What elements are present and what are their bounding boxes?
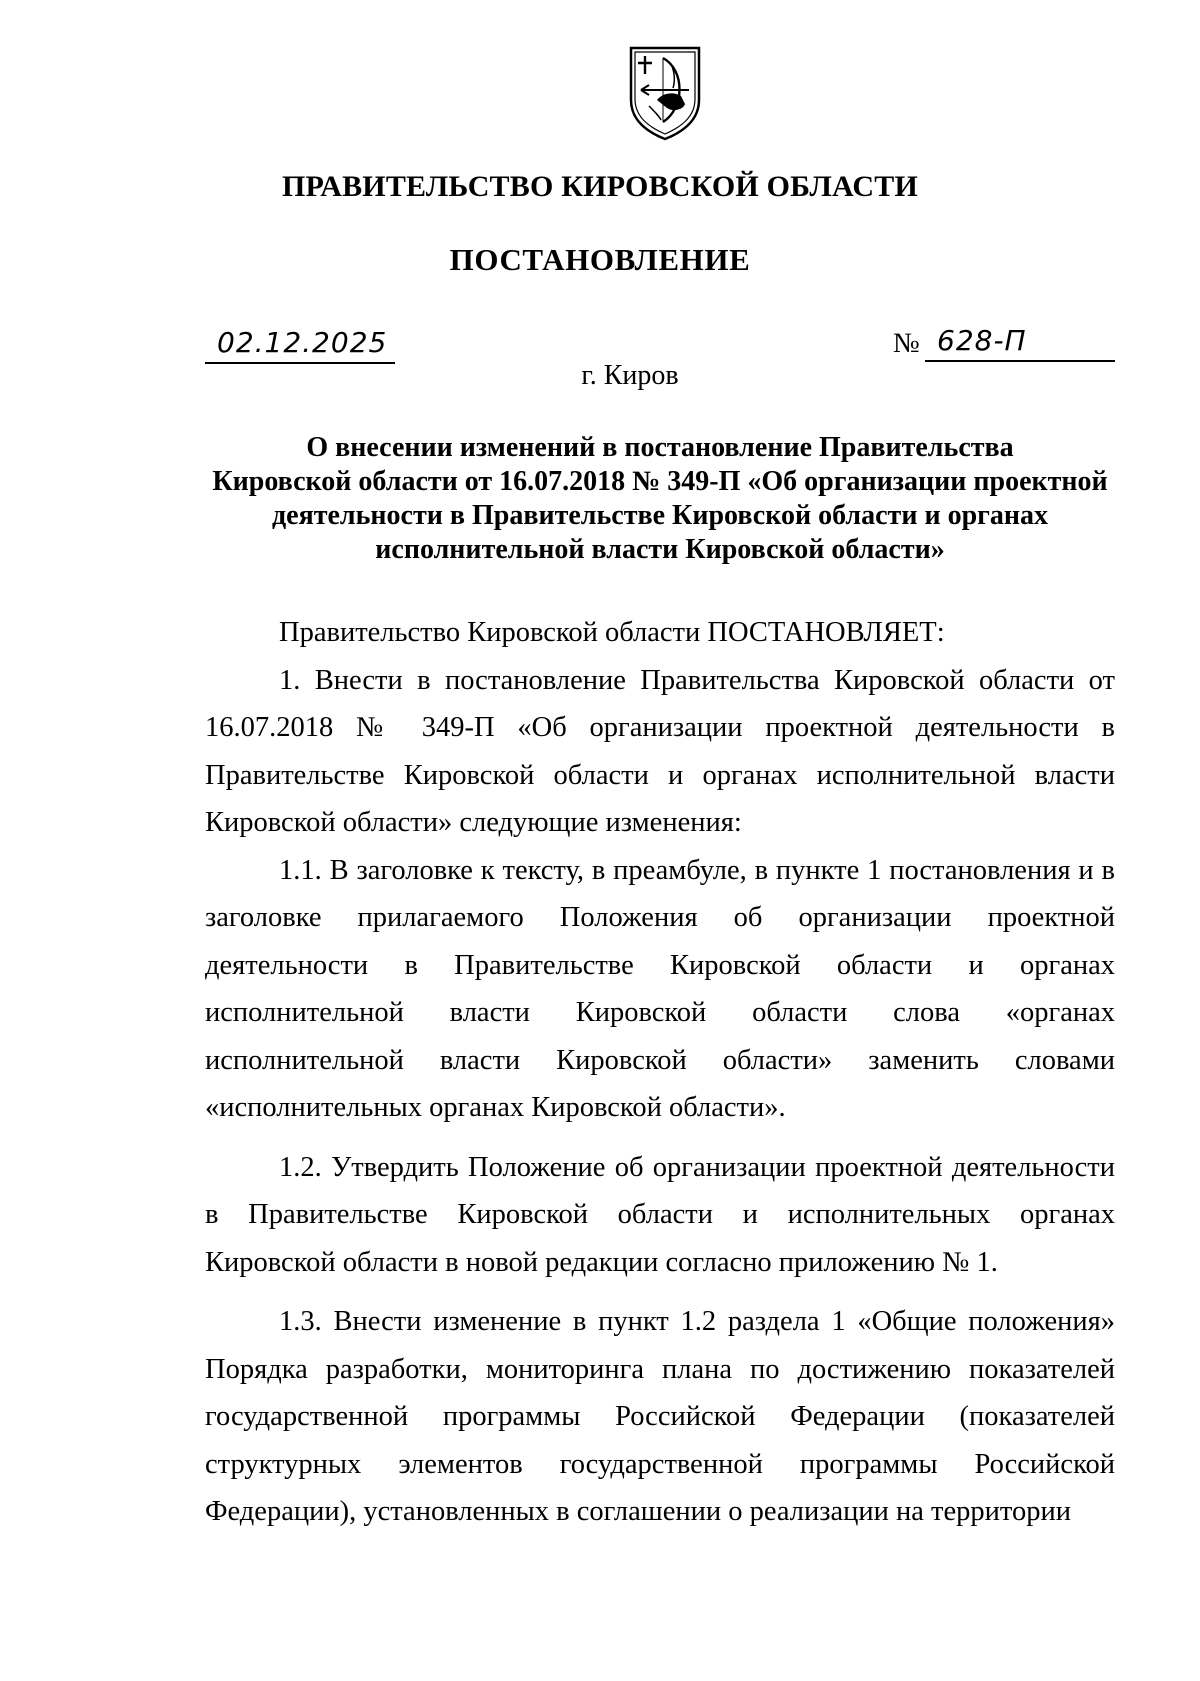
title-line: деятельности в Правительстве Кировской области и органах: [271, 500, 1048, 531]
title-line: исполнительной власти Кировской области»: [375, 534, 945, 565]
paragraph-1-2: 1.2. Утвердить Положение об организации проектной деятельности в Правительстве Кировской области и исполнительных органах Кировской области в новой редакции согласно приложению № 1.: [205, 1151, 1115, 1278]
number-underline: [925, 326, 1115, 362]
date-field: [205, 326, 395, 364]
number-sign: №: [893, 328, 920, 359]
government-name: ПРАВИТЕЛЬСТВО КИРОВСКОЙ ОБЛАСТИ: [282, 170, 918, 203]
document-title: [180, 431, 1140, 567]
title-line: О внесении изменений в постановление Правительства: [306, 432, 1014, 463]
kirov-coat-of-arms-icon: [627, 42, 703, 142]
number-field: [893, 326, 1115, 362]
preamble: Правительство Кировской области ПОСТАНОВЛЯЕТ:: [279, 617, 945, 648]
paragraph-1-1: 1.1. В заголовке к тексту, в преамбуле, в пункте 1 постановления и в заголовке прилагаемого Положения об организации проектной деятельности в Правительстве Кировской области и органах исполнительной власти Кировской области слова «органах исполнительной власти Кировской области» заменить словами «исполнительных органах Кировской области».: [205, 854, 1115, 1123]
paragraph-1-3: 1.3. Внести изменение в пункт 1.2 раздела 1 «Общие положения» Порядка разработки, мониторинга плана по достижению показателей государственной программы Российской Федерации (показателей структурных элементов государственной программы Российской Федерации), установленных в соглашении о реализации на территории: [205, 1306, 1115, 1527]
title-line: Кировской области от 16.07.2018 № 349-П «Об организации проектной: [212, 466, 1108, 497]
city: г. Киров: [581, 360, 679, 391]
number-value: 628-П: [937, 324, 1027, 357]
document-body: [205, 609, 1115, 1536]
document-type: ПОСТАНОВЛЕНИЕ: [449, 242, 751, 277]
paragraph-1: 1. Внести в постановление Правительства Кировской области от 16.07.2018 № 349-П «Об организации проектной деятельности в Правительстве Кировской области и органах исполнительной власти Кировской области» следующие изменения:: [205, 664, 1115, 838]
date-value: 02.12.2025: [217, 326, 388, 359]
